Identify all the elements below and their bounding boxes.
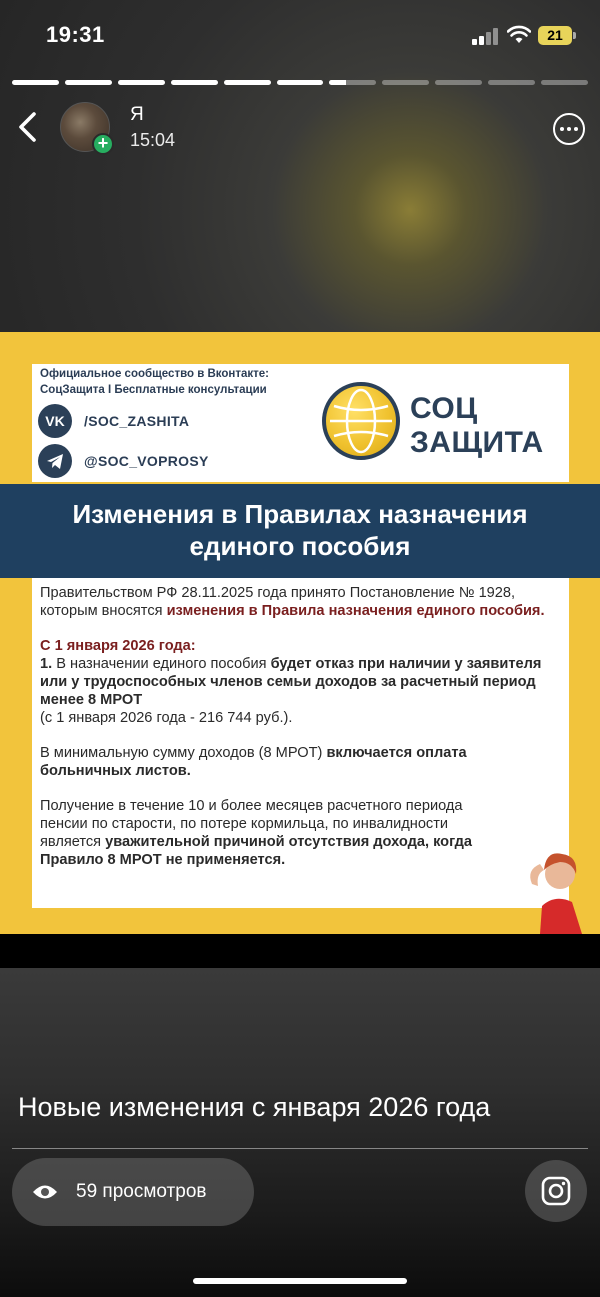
author-avatar[interactable] xyxy=(60,102,116,154)
vk-icon: VK xyxy=(38,404,72,438)
author-name[interactable]: Я xyxy=(130,104,144,125)
progress-segment xyxy=(118,80,165,85)
home-indicator[interactable] xyxy=(193,1278,407,1284)
progress-segment xyxy=(12,80,59,85)
paragraph-2 xyxy=(40,637,561,727)
logo-text-line2: ЗАЩИТА xyxy=(410,426,544,459)
paragraph-2-number: 1. xyxy=(40,656,53,672)
paragraph-3-text: В минимальную сумму доходов (8 МРОТ) xyxy=(40,745,327,761)
paragraph-2-text: В назначении единого пособия xyxy=(52,656,271,672)
paragraph-3-bold: включается оплата больничных листов. xyxy=(40,745,467,779)
card-title-line2: единого пособия xyxy=(189,531,411,561)
card-header xyxy=(32,364,569,482)
progress-segment xyxy=(382,80,429,85)
status-time: 19:31 xyxy=(46,22,105,47)
views-button[interactable] xyxy=(12,1158,254,1226)
more-options-button[interactable] xyxy=(553,113,585,145)
progress-segment xyxy=(65,80,112,85)
battery-icon: 21 xyxy=(538,26,572,45)
paragraph-4 xyxy=(40,797,561,869)
progress-segment xyxy=(435,80,482,85)
story-progress-bar xyxy=(12,80,588,86)
wifi-icon xyxy=(507,25,531,45)
vk-handle: /SOC_ZASHITA xyxy=(84,413,190,429)
battery-tip xyxy=(573,32,576,39)
story-image xyxy=(0,332,600,934)
progress-segment xyxy=(488,80,535,85)
card-title-line1: Изменения в Правилах назначения xyxy=(72,499,528,529)
telegram-icon xyxy=(38,444,72,478)
progress-segment xyxy=(277,80,324,85)
cellular-signal-icon xyxy=(472,27,502,45)
woman-illustration xyxy=(510,840,600,934)
card-bottom-strip xyxy=(0,934,600,968)
vk-row xyxy=(38,404,189,438)
paragraph-1 xyxy=(40,584,561,620)
paragraph-2-heading: С 1 января 2026 года: xyxy=(40,638,196,654)
logo-text-line1: СОЦ xyxy=(410,392,478,425)
back-chevron-icon[interactable] xyxy=(14,110,42,144)
official-community-name: СоцЗащита I Бесплатные консультации xyxy=(40,384,267,396)
globe-logo-icon xyxy=(322,382,400,460)
progress-segment xyxy=(171,80,218,85)
paragraph-1-text: Правительством РФ 28.11.2025 года принято Постановление № 1928, которым вносятся xyxy=(40,585,516,619)
paragraph-2-bold: будет отказ при наличии у заявителя или у трудоспособных членов семьи доходов за расчетный период менее 8 МРОТ xyxy=(40,656,542,708)
telegram-handle: @SOC_VOPROSY xyxy=(84,453,209,469)
story-caption: Новые изменения с января 2026 года xyxy=(18,1092,491,1122)
blurred-background-bottom xyxy=(0,968,600,1297)
official-community-label: Официальное сообщество в Вконтакте: xyxy=(40,368,269,380)
card-content xyxy=(32,578,569,908)
paragraph-4-bold: уважительной причиной отсутствия дохода, когда Правило 8 МРОТ не применяется. xyxy=(40,834,473,868)
progress-segment xyxy=(329,80,376,85)
post-time: 15:04 xyxy=(130,130,176,150)
views-count: 59 просмотров xyxy=(76,1181,207,1202)
instagram-icon xyxy=(541,1176,571,1206)
telegram-row xyxy=(38,444,209,478)
paragraph-4-text: Получение в течение 10 и более месяцев расчетного периода пенсии по старости, по потере кормильца, по инвалидности является xyxy=(40,798,463,850)
add-story-plus-icon[interactable]: + xyxy=(92,133,114,155)
paragraph-3 xyxy=(40,744,561,780)
progress-segment xyxy=(224,80,271,85)
eye-icon xyxy=(32,1183,58,1201)
caption-divider xyxy=(12,1148,588,1149)
paragraph-2-note: (с 1 января 2026 года - 216 744 руб.). xyxy=(40,710,293,726)
status-bar xyxy=(0,0,600,72)
progress-segment xyxy=(541,80,588,85)
paragraph-1-highlight: изменения в Правила назначения единого пособия. xyxy=(166,603,545,619)
instagram-share-button[interactable] xyxy=(525,1160,587,1222)
card-title xyxy=(0,484,600,578)
